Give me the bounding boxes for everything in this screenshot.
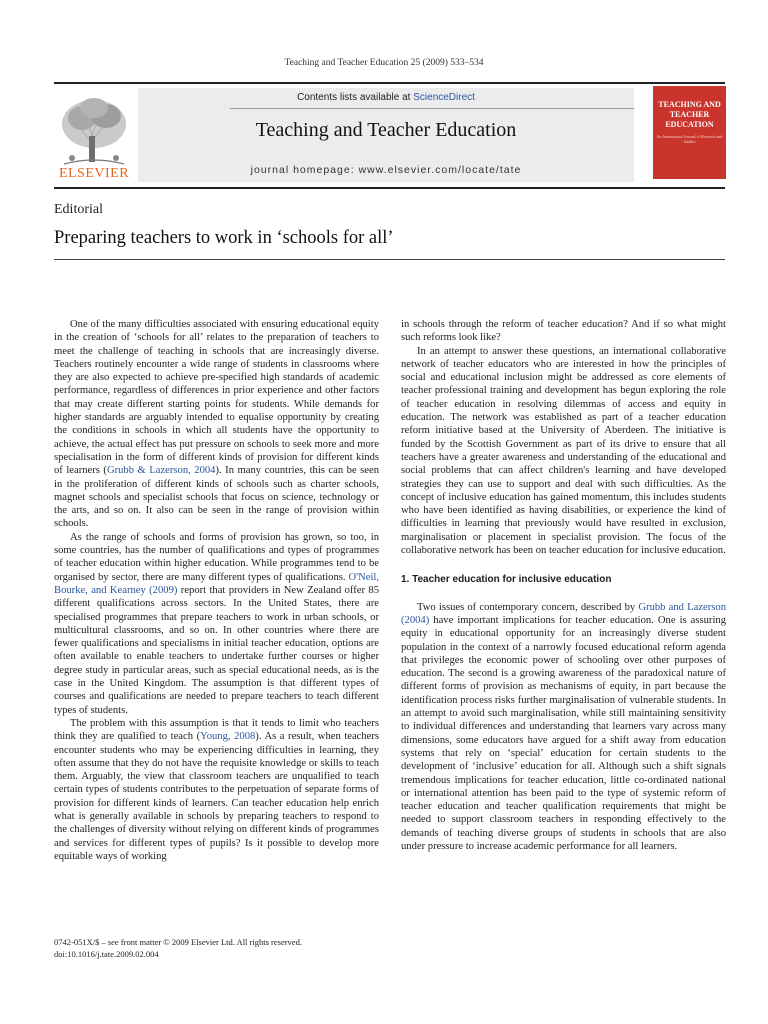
article-type: Editorial <box>54 202 103 217</box>
contents-line <box>138 92 634 103</box>
header-top-rule <box>54 82 725 84</box>
title-rule <box>54 259 725 260</box>
doi-line: doi:10.1016/j.tate.2009.02.004 <box>54 948 159 959</box>
text-run: The problem with this assumption is that it tends to limit who teachers think they are qualified to teach ( <box>54 717 379 743</box>
masthead-rule <box>230 108 634 109</box>
citation-link[interactable]: Grubb and Lazerson (2004) <box>401 601 726 626</box>
text-run: ). In many countries, this can be seen in the proliferation of different kinds of schools such as charter schools, magnet schools and specialist schools that focus on science, technology or the arts, and so on. It also can be seen in the range of provision within schools. <box>54 465 379 530</box>
publisher-name: ELSEVIER <box>58 166 130 181</box>
header-bottom-rule <box>54 187 725 189</box>
citation-link[interactable]: Young, 2008 <box>200 731 256 743</box>
paragraph <box>54 318 379 531</box>
cover-title: TEACHING AND TEACHER EDUCATION <box>658 100 721 129</box>
citation-link[interactable]: Grubb & Lazerson, 2004 <box>106 465 216 477</box>
text-run: Two issues of contemporary concern, described by <box>417 601 639 613</box>
sciencedirect-link[interactable]: ScienceDirect <box>413 92 475 103</box>
text-run: have important implications for teacher education. One is assuring equity in educational opportunity for an increasingly diverse student population in the context of a narrowly focused educational reform agenda that privileges the economic power of schooling over other purposes of education. The second is a growing awareness of the paradoxical nature of different forms of provision as mechanisms of equity, in part because the identification process risks further marginalisation of vulnerable students. In an attempt to avoid such marginalisation, while still maintaining sensitivity to individual differences and understanding that learners vary across many dimensions, some educators have argued for a shift away from education systems that rely on ‘special’ education for certain students to the development of ‘inclusive’ education for all. Although such a shift signals tremendous implications for teacher education, little co-ordinated national or international attention has been paid to the type of systemic reform of teacher education and teacher qualification requirements that might be needed to support classroom teachers in responding effectively to the demands of teaching diverse groups of students in schools that are also under pressure to increase academic performance for all learners. <box>401 614 726 852</box>
journal-title: Teaching and Teacher Education <box>255 119 517 141</box>
copyright-line: 0742-051X/$ – see front matter © 2009 Elsevier Ltd. All rights reserved. <box>54 937 302 947</box>
citation-link[interactable]: O'Neil, Bourke, and Kearney (2009) <box>54 571 379 596</box>
cover-subtitle: An International Journal of Research and Studies <box>656 134 723 144</box>
section-heading: 1. Teacher education for inclusive education <box>401 574 612 586</box>
paragraph: In an attempt to answer these questions, an international collaborative network of teacher educators who are interested in how the principles of social and educational inclusion might be addressed as core elements of teacher professional training and development has begun exploring the role of teacher education in resolving dilemmas of access and equity in education. The network was established as part of a teacher education reform initiative based at the University of Aberdeen. The initiative is funded by the Scottish Government as part of its drive to ensure that all teachers have a greater awareness and understanding of the educational and social problems that can affect children's learning and have developed strategies they can use to support and deal with such difficulties. As the concept of inclusive education has gained momentum, this includes students who have been identified as having disabilities, or experience the kind of difficulties in learning that previously would have resulted in exclusion, marginalisation or placement in specialist provision. The focus of the collaborative network has been on teacher education for inclusive education. <box>401 345 726 557</box>
journal-homepage-link[interactable]: journal homepage: www.elsevier.com/locate/tate <box>250 164 522 176</box>
paragraph: in schools through the reform of teacher education? And if so what might such reforms look like? <box>401 319 726 344</box>
paragraph <box>54 717 379 863</box>
text-run: report that providers in New Zealand offer 85 different qualifications across sectors. In the United States, there are specialised programmes that prepare teachers to work in urban schools, or multicultural classrooms, and so on. In other countries where there are fewer qualifications and specialisms in initial teacher education, options are often available to enable teachers to undertake further courses or higher degree study in particular areas, such as special educational needs, as is the case in the United Kingdom. The assumption is that different types of courses and qualifications are needed to prepare teachers to teach different types of students. <box>54 584 379 716</box>
text-run: One of the many difficulties associated with ensuring educational equity in the creation of ‘schools for all’ relates to the preparation of teachers to meet the challenge of teaching in schools that are increasingly diverse. Teachers routinely encounter a wide range of students in classrooms where they are also expected to achieve pre-specified high standards of academic performance, regardless of differences in prior experience and other factors that may create different starting points for students. While demands for higher standards are arguably intended to equalise opportunity by creating the conditions in schools in which all students have the opportunity to achieve, the actual effect has put pressure on schools to seek more and more specialisation in the form of different kinds of provision for different kinds of learners ( <box>54 319 379 477</box>
contents-prefix: Contents lists available at <box>297 92 414 103</box>
paragraph <box>54 531 379 717</box>
text-run: ). As a result, when teachers encounter students who may be experiencing difficulties in learning, they often assume that they do not have the requisite knowledge or skills to teach them. Arguably, the view that classroom teachers are unqualified to teach certain types of students contributes to the perpetuation of separate forms of provision for different kinds of learners. Can teacher education help enrich what is generally available in schools by preparing teachers to respond to the challenges of diversity without relying on different kinds of programmes and services for different types of pupils? Is it possible to develop more equitable ways of working <box>54 731 380 862</box>
journal-reference: Teaching and Teacher Education 25 (2009) 533–534 <box>284 58 484 68</box>
right-column <box>401 318 726 853</box>
front-matter-footnote <box>54 937 302 960</box>
article-title: Preparing teachers to work in ‘schools for all’ <box>54 228 394 248</box>
text-run: As the range of schools and forms of provision has grown, so too, in some countries, has the number of qualifications and types of programmes of teacher education within higher education. While programmes tend to be organised by sector, there are many different types of qualifications. <box>54 531 379 583</box>
left-column <box>54 318 379 863</box>
paragraph <box>401 601 726 854</box>
